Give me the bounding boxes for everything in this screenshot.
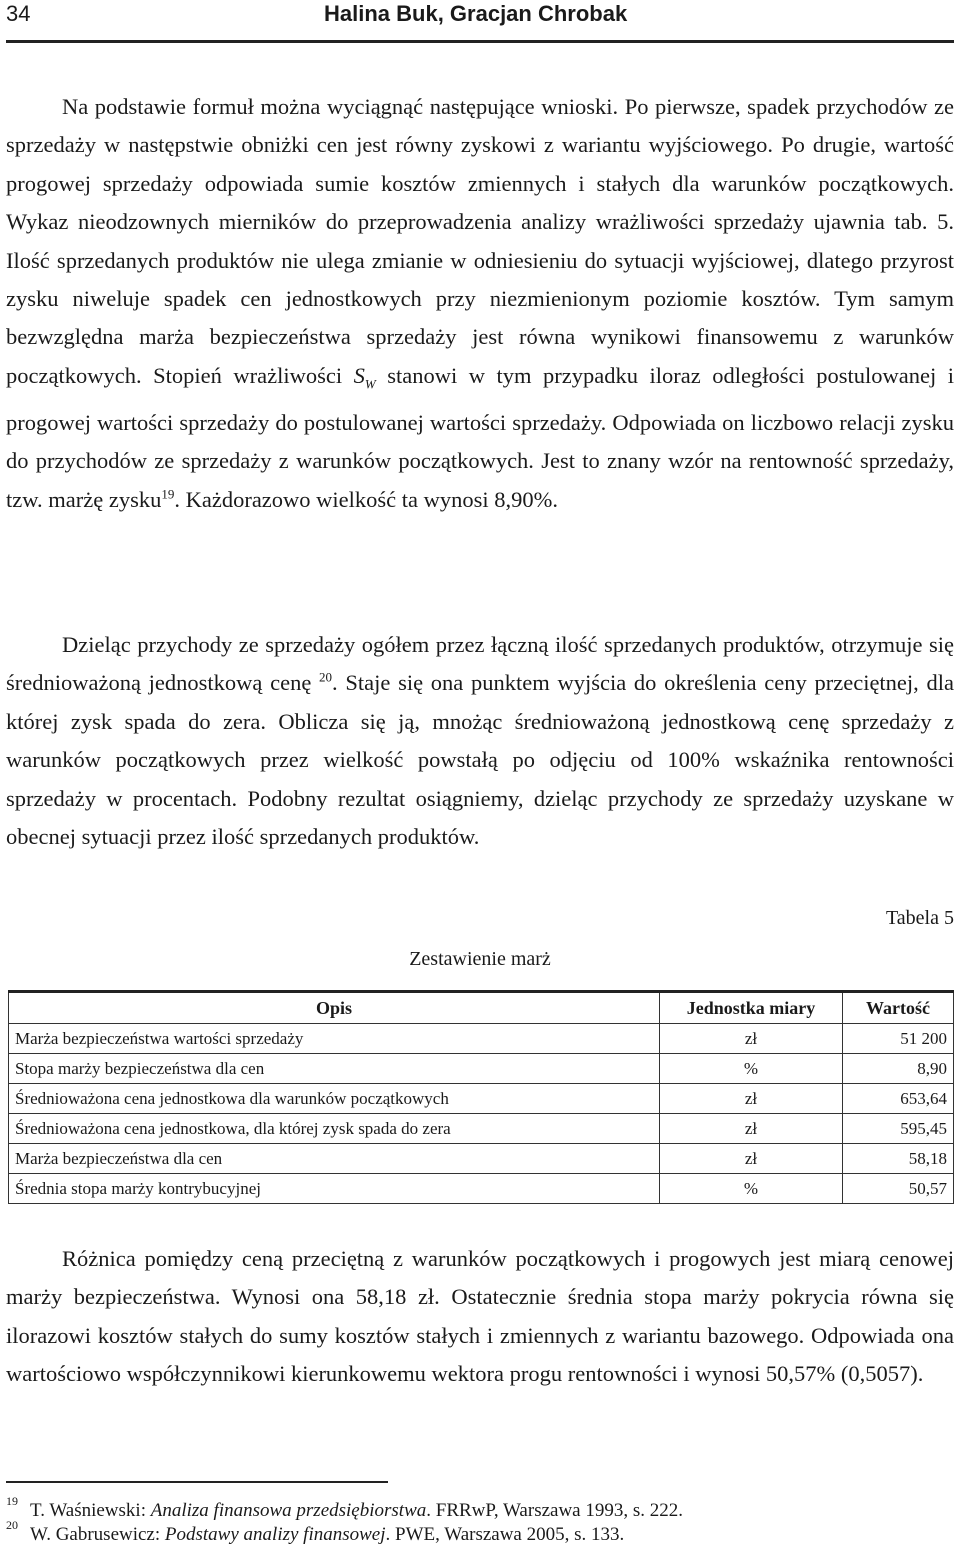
- footnote-text: W. Gabrusewicz: Podstawy analizy finansowej. PWE, Warszawa 2005, s. 133.: [30, 1524, 625, 1545]
- footnote-book-title: Podstawy analizy finansowej: [164, 1524, 386, 1545]
- row-value: 595,45: [843, 1114, 954, 1144]
- footnote-book-title: Analiza finansowa przedsiębiorstwa: [150, 1500, 427, 1521]
- column-header-unit: Jednostka miary: [660, 992, 843, 1024]
- paragraph-3-text: Różnica pomiędzy ceną przeciętną z warunków początkowych i progowych jest miarą cenowej marży bezpieczeństwa. Wynosi ona 58,18 zł. Ostatecznie średnia stopa marży pokrycia równa się ilorazowi kosztów stałych do sumy kosztów stałych i zmiennych z wariantu bazowego. Odpowiada ona wartościowo współczynnikowi kierunkowemu wektora progu rentowności i wynosi 50,57% (0,5057).: [6, 1246, 954, 1387]
- paragraph-1-text-b: stanowi w tym przypadku iloraz odległości postulowanej i progowej wartości sprzedaży do postulowanej wartości sprzedaży. Odpowiada on liczbowo relacji zysku do przychodów ze sprzedaży z warunków początkowych. Jest to znany wzór na rentowność sprzedaży, tzw. marżę zysku: [6, 362, 955, 512]
- table-header-row: [9, 992, 954, 1024]
- row-description: Średnioważona cena jednostkowa dla warunków początkowych: [9, 1084, 660, 1114]
- header-rule: [6, 40, 954, 43]
- row-description: Stopa marży bezpieczeństwa dla cen: [9, 1054, 660, 1084]
- row-description: Marża bezpieczeństwa dla cen: [9, 1144, 660, 1174]
- margins-table: [8, 990, 954, 1204]
- table-row: [9, 1174, 954, 1204]
- footnote-text: T. Waśniewski: Analiza finansowa przedsiębiorstwa. FRRwP, Warszawa 1993, s. 222.: [30, 1500, 683, 1521]
- footnote-separator: [6, 1481, 388, 1483]
- row-description: Średnioważona cena jednostkowa, dla której zysk spada do zera: [9, 1114, 660, 1144]
- running-header: [6, 0, 954, 42]
- row-unit: zł: [660, 1114, 843, 1144]
- table-row: [9, 1114, 954, 1144]
- table-row: [9, 1024, 954, 1054]
- row-unit: zł: [660, 1084, 843, 1114]
- sensitivity-symbol: $S_W$: [353, 362, 376, 392]
- paragraph-2: [6, 626, 954, 856]
- row-description: Marża bezpieczeństwa wartości sprzedaży: [9, 1024, 660, 1054]
- footnote-ref-20[interactable]: 20: [319, 669, 333, 685]
- row-value: 8,90: [843, 1054, 954, 1084]
- paragraph-1-text-c: . Każdorazowo wielkość ta wynosi 8,90%.: [174, 486, 559, 512]
- row-value: 50,57: [843, 1174, 954, 1204]
- paragraph-2-text-a: Dzieląc przychody ze sprzedaży ogółem przez łączną ilość sprzedanych produktów, otrzymuje się średnioważoną jednostkową cenę: [6, 632, 954, 696]
- row-value: 51 200: [843, 1024, 954, 1054]
- page-number: 34: [6, 1, 31, 26]
- row-unit: zł: [660, 1024, 843, 1054]
- table-label: Tabela 5: [885, 907, 954, 929]
- table-row: [9, 1144, 954, 1174]
- footnote-number: 19: [6, 1494, 18, 1508]
- row-unit: %: [660, 1174, 843, 1204]
- row-value: 58,18: [843, 1144, 954, 1174]
- table-row: [9, 1084, 954, 1114]
- table-row: [9, 1054, 954, 1084]
- paragraph-2-text-b: . Staje się ona punktem wyjścia do określenia ceny przeciętnej, dla której zysk spada do zera. Oblicza się ją, mnożąc średnioważoną jednostkową cenę sprzedaży z warunków początkowych przez wielkość powstałą po odjęciu od 100% wskaźnika rentowności sprzedaży w procentach. Podobny rezultat osiągniemy, dzieląc przychody ze sprzedaży uzyskane w obecnej sytuacji przez ilość sprzedanych produktów.: [6, 670, 955, 850]
- paragraph-1-text-a: Na podstawie formuł można wyciągnąć następujące wnioski. Po pierwsze, spadek przychodów ze sprzedaży w następstwie obniżki cen jest równy zyskowi z wariantu wyjściowego. Po drugie, wartość progowej sprzedaży odpowiada sumie kosztów zmiennych i stałych dla warunków początkowych. Wykaz nieodzownych mierników do przeprowadzenia analizy wrażliwości sprzedaży ujawnia tab. 5. Ilość sprzedanych produktów nie ulega zmianie w odniesieniu do sytuacji wyjściowej, dlatego przyrost zysku niweluje spadek cen jednostkowych przy niezmienionym poziomie kosztów. Tym samym bezwzględna marża bezpieczeństwa sprzedaży jest równa wynikowi finansowemu z warunków początkowych. Stopień wrażliwości: [6, 94, 954, 388]
- running-header-authors: Halina Buk, Gracjan Chrobak: [324, 1, 628, 26]
- column-header-value: Wartość: [843, 992, 954, 1024]
- row-unit: zł: [660, 1144, 843, 1174]
- footnote-number: 20: [6, 1518, 18, 1532]
- footnote-ref-19[interactable]: 19: [161, 486, 175, 502]
- row-value: 653,64: [843, 1084, 954, 1114]
- paragraph-1: [6, 88, 954, 519]
- row-unit: %: [660, 1054, 843, 1084]
- table-title: Zestawienie marż: [409, 948, 551, 970]
- paragraph-3: [6, 1240, 954, 1394]
- column-header-description: Opis: [9, 992, 660, 1024]
- row-description: Średnia stopa marży kontrybucyjnej: [9, 1174, 660, 1204]
